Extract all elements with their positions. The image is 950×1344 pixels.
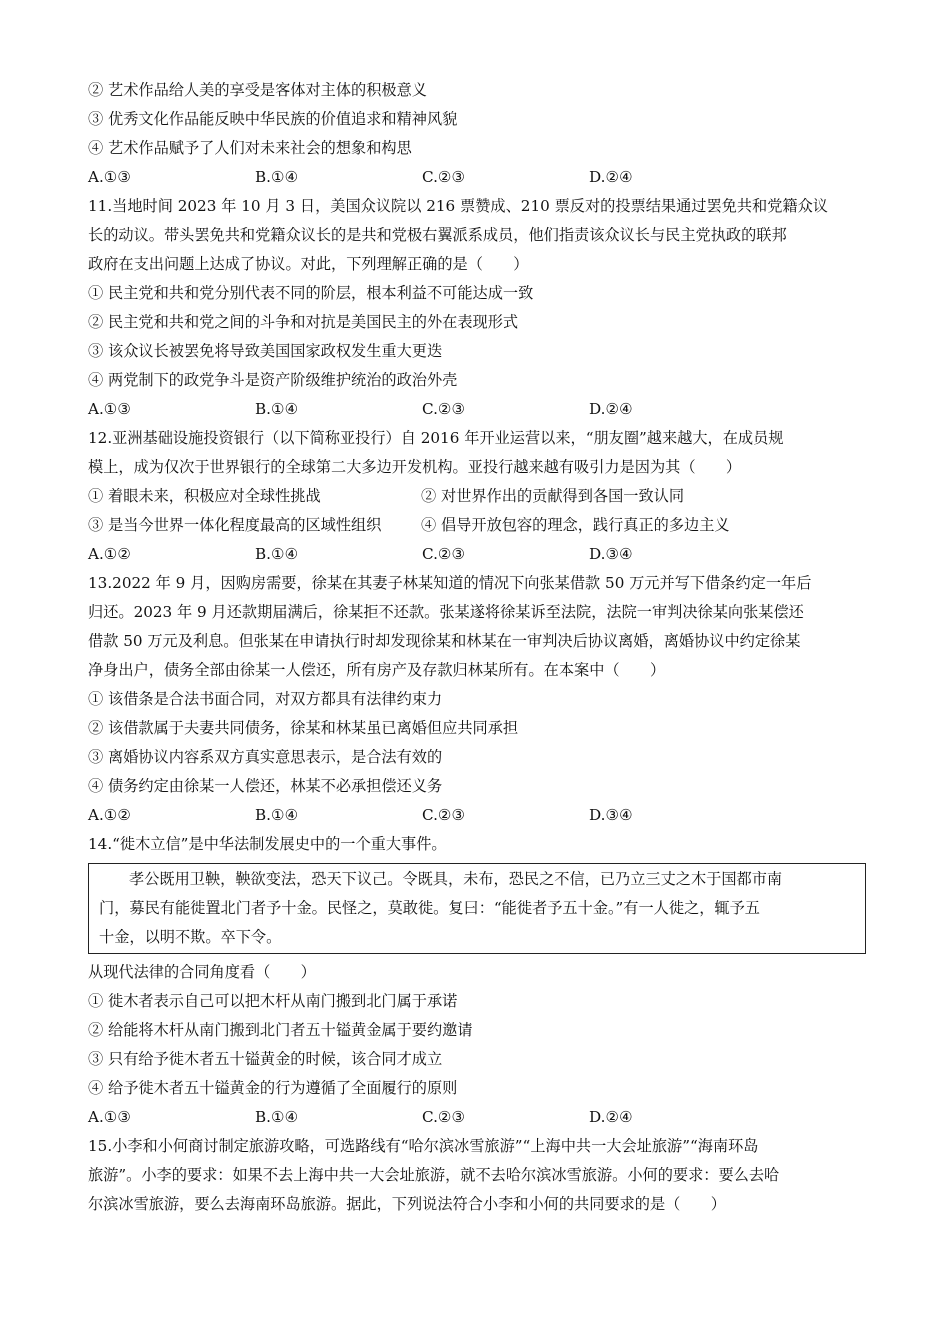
question-13	[88, 569, 866, 830]
choice-item: ② 民主党和共和党之间的斗争和对抗是美国民主的外在表现形式	[88, 313, 519, 331]
passage-line: 孝公既用卫鞅，鞅欲变法，恐天下议己。令既具，未布，恐民之不信，已乃立三丈之木于国都市南	[129, 870, 783, 888]
question-stem-line: 11.当地时间 2023 年 10 月 3 日，美国众议院以 216 票赞成、210 票反对的投票结果通过罢免共和党籍众议	[88, 197, 828, 215]
option-c: C.②③	[422, 545, 466, 563]
question-stem-line: 旅游”。小李的要求：如果不去上海中共一大会址旅游，就不去哈尔滨冰雪旅游。小何的要求：要么去哈	[88, 1166, 780, 1184]
choice-item: ③ 该众议长被罢免将导致美国国家政权发生重大更迭	[88, 342, 443, 360]
option-b: B.①④	[255, 545, 299, 563]
question-stem-line: 13.2022 年 9 月，因购房需要，徐某在其妻子林某知道的情况下向张某借款 50 万元并写下借条约定一年后	[88, 574, 812, 592]
question-stem-line: 长的动议。带头罢免共和党籍众议长的是共和党极右翼派系成员，他们指责该众议长与民主党执政的联邦	[88, 226, 787, 244]
option-d: D.②④	[589, 400, 633, 418]
choice-item: ③ 只有给予徙木者五十镒黄金的时候，该合同才成立	[88, 1050, 443, 1068]
question-14	[88, 830, 866, 1132]
choice-item: ④ 给予徙木者五十镒黄金的行为遵循了全面履行的原则	[88, 1079, 458, 1097]
option-c: C.②③	[422, 168, 466, 186]
option-a: A.①②	[88, 545, 132, 563]
option-c: C.②③	[422, 400, 466, 418]
question-prompt: 从现代法律的合同角度看（ ）	[88, 963, 316, 981]
option-d: D.③④	[589, 545, 633, 563]
choice-item: ① 民主党和共和党分别代表不同的阶层，根本利益不可能达成一致	[88, 284, 534, 302]
question-stem-line: 政府在支出问题上达成了协议。对此，下列理解正确的是（ ）	[88, 255, 529, 273]
choice-item: ③ 优秀文化作品能反映中华民族的价值追求和精神风貌	[88, 110, 458, 128]
question-stem-line: 15.小李和小何商讨制定旅游攻略，可选路线有“哈尔滨冰雪旅游”“上海中共一大会址旅游”“海南环岛	[88, 1137, 759, 1155]
choice-item: ④ 债务约定由徐某一人偿还，林某不必承担偿还义务	[88, 777, 443, 795]
question-stem-line: 尔滨冰雪旅游，要么去海南环岛旅游。据此，下列说法符合小李和小何的共同要求的是（ ）	[88, 1195, 726, 1213]
answer-options	[88, 801, 866, 830]
choice-item: ④ 艺术作品赋予了人们对未来社会的想象和构思	[88, 139, 412, 157]
option-a: A.①③	[88, 1108, 132, 1126]
choice-item: ③ 离婚协议内容系双方真实意思表示，是合法有效的	[88, 748, 443, 766]
choice-item: ① 徙木者表示自己可以把木杆从南门搬到北门属于承诺	[88, 992, 458, 1010]
choice-item: ② 给能将木杆从南门搬到北门者五十镒黄金属于要约邀请	[88, 1021, 473, 1039]
choice-item: ① 着眼未来，积极应对全球性挑战	[88, 487, 321, 505]
passage-box	[88, 863, 866, 954]
answer-options	[88, 1103, 866, 1132]
question-12	[88, 424, 866, 569]
exam-page	[88, 76, 866, 1219]
option-d: D.②④	[589, 1108, 633, 1126]
question-10-tail	[88, 76, 866, 192]
option-d: D.②④	[589, 168, 633, 186]
passage-line: 十金，以明不欺。卒下令。	[99, 928, 282, 946]
answer-options	[88, 163, 866, 192]
question-stem-line: 借款 50 万元及利息。但张某在申请执行时却发现徐某和林某在一审判决后协议离婚，离婚协议中约定徐某	[88, 632, 801, 650]
option-a: A.①③	[88, 400, 132, 418]
answer-options	[88, 540, 866, 569]
question-stem-line: 净身出户，债务全部由徐某一人偿还，所有房产及存款归林某所有。在本案中（ ）	[88, 661, 666, 679]
option-a: A.①②	[88, 806, 132, 824]
option-b: B.①④	[255, 1108, 299, 1126]
question-stem-line: 模上，成为仅次于世界银行的全球第二大多边开发机构。亚投行越来越有吸引力是因为其（ ）	[88, 458, 742, 476]
choice-row	[88, 511, 866, 540]
question-stem-line: 12.亚洲基础设施投资银行（以下简称亚投行）自 2016 年开业运营以来，“朋友圈”越来越大，在成员规	[88, 429, 784, 447]
choice-item: ④ 倡导开放包容的理念，践行真正的多边主义	[421, 516, 730, 534]
question-stem-line: 14.“徙木立信”是中华法制发展史中的一个重大事件。	[88, 835, 447, 853]
choice-item: ④ 两党制下的政党争斗是资产阶级维护统治的政治外壳	[88, 371, 458, 389]
question-stem-line: 归还。2023 年 9 月还款期届满后，徐某拒不还款。张某遂将徐某诉至法院，法院一审判决徐某向张某偿还	[88, 603, 804, 621]
option-a: A.①③	[88, 168, 132, 186]
question-15	[88, 1132, 866, 1219]
option-b: B.①④	[255, 400, 299, 418]
option-b: B.①④	[255, 806, 299, 824]
option-b: B.①④	[255, 168, 299, 186]
choice-item: ② 该借款属于夫妻共同债务，徐某和林某虽已离婚但应共同承担	[88, 719, 519, 737]
option-c: C.②③	[422, 1108, 466, 1126]
choice-item: ① 该借条是合法书面合同，对双方都具有法律约束力	[88, 690, 443, 708]
question-11	[88, 192, 866, 424]
passage-line: 门，募民有能徙置北门者予十金。民怪之，莫敢徙。复曰：“能徙者予五十金。”有一人徙之，辄予五	[99, 899, 760, 917]
choice-item: ③ 是当今世界一体化程度最高的区域性组织	[88, 516, 382, 534]
answer-options	[88, 395, 866, 424]
option-c: C.②③	[422, 806, 466, 824]
choice-item: ② 艺术作品给人美的享受是客体对主体的积极意义	[88, 81, 427, 99]
option-d: D.③④	[589, 806, 633, 824]
choice-item: ② 对世界作出的贡献得到各国一致认同	[421, 487, 685, 505]
choice-row	[88, 482, 866, 511]
